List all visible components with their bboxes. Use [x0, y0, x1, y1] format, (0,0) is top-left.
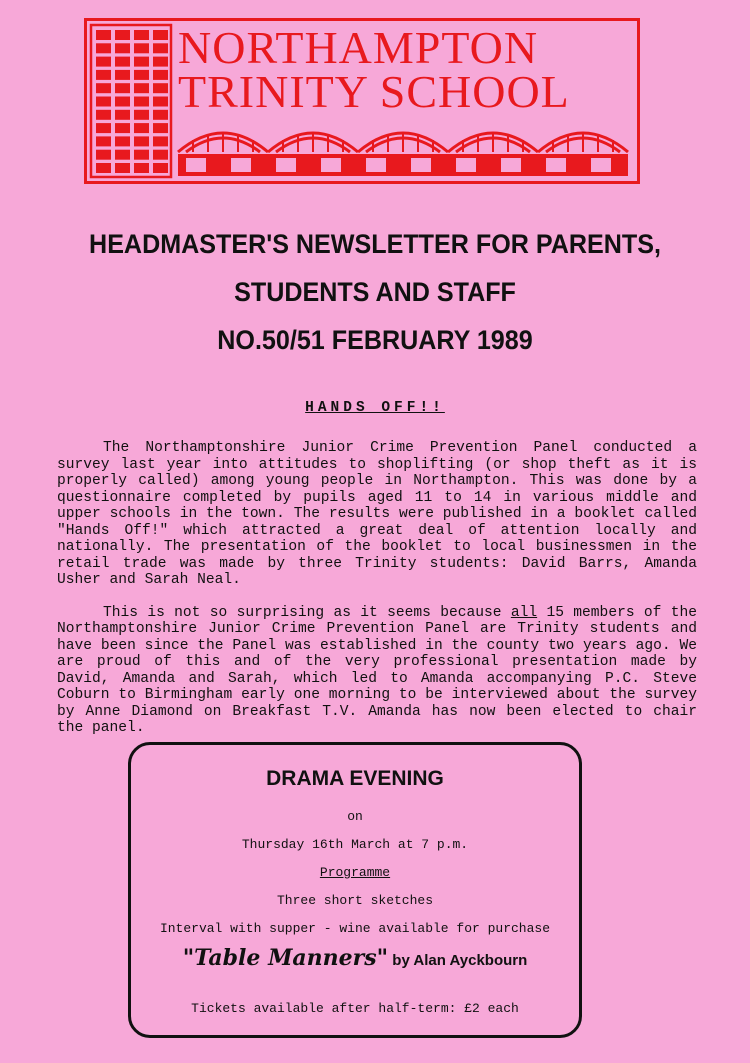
building-window [115, 83, 130, 93]
building-window [115, 30, 130, 40]
building-window [134, 43, 149, 53]
building-window [96, 83, 111, 93]
arches-opening [321, 158, 341, 172]
building-window [96, 70, 111, 80]
building-window [96, 163, 111, 173]
logo-line-1: NORTHAMPTON [178, 22, 539, 73]
building-window [153, 70, 168, 80]
arches-opening [276, 158, 296, 172]
building-window [153, 123, 168, 133]
title-line-3: NO.50/51 FEBRUARY 1989 [217, 325, 533, 355]
programme-item-2: Interval with supper - wine available for purchase [159, 921, 551, 936]
building-window [115, 57, 130, 67]
drama-heading: DRAMA EVENING [266, 767, 444, 790]
building-window [134, 57, 149, 67]
play-title: "Table Manners" [182, 945, 389, 971]
building-window [153, 83, 168, 93]
building-window [115, 123, 130, 133]
play-author: by Alan Ayckbourn [388, 952, 528, 969]
article-paragraph-2 [57, 605, 697, 737]
building-window [96, 110, 111, 120]
building-window [96, 43, 111, 53]
building-window [134, 150, 149, 160]
newsletter-title [26, 220, 724, 364]
paragraph-2-start: This is not so surprising as it seems because [103, 604, 511, 621]
building-window [134, 83, 149, 93]
building-window [96, 150, 111, 160]
building-window [153, 57, 168, 67]
building-window [96, 97, 111, 107]
building-window [115, 70, 130, 80]
building-window [134, 123, 149, 133]
building-window [96, 123, 111, 133]
building-window [153, 163, 168, 173]
building-window [134, 97, 149, 107]
arches-opening [231, 158, 251, 172]
arches-opening [546, 158, 566, 172]
building-window [96, 30, 111, 40]
building-window [153, 30, 168, 40]
arches-icon [174, 118, 636, 180]
building-window [115, 43, 130, 53]
logo-line-2: TRINITY SCHOOL [178, 66, 570, 117]
school-logo [84, 18, 640, 184]
building-window [96, 57, 111, 67]
building-window [153, 43, 168, 53]
building-window [134, 163, 149, 173]
article-heading: HANDS OFF!! [305, 400, 445, 416]
building-window [153, 97, 168, 107]
play-line [131, 945, 579, 971]
arches-opening [411, 158, 431, 172]
arches-opening [501, 158, 521, 172]
paragraph-2-rest: 15 members of the Northamptonshire Junior Crime Prevention Panel are Trinity students and have been since the Panel was established in the county two years ago. We are proud of this and of the very professional presentation made by David, Amanda and Sarah, which led to Amanda accompanying P.C. Steve Coburn to Birmingham early one morning to be interviewed about the survey by Anne Diamond on Breakfast T.V. Amanda has now been elected to chair the panel. [57, 604, 697, 736]
building-window [153, 150, 168, 160]
building-window [115, 163, 130, 173]
building-window [115, 136, 130, 146]
building-window [134, 30, 149, 40]
building-window [134, 70, 149, 80]
arches-opening [186, 158, 206, 172]
building-window [115, 110, 130, 120]
article-paragraph-1: The Northamptonshire Junior Crime Prevention Panel conducted a survey last year into attitudes to shoplifting (or shop theft as it is properly called) among young people in Northampton. This was done by a questionnaire completed by pupils aged 11 to 14 in various middle and upper schools in the town. The results were published in a booklet called "Hands Off!" which attracted a great deal of attention locally and nationally. The presentation of the booklet to local businessmen in the retail trade was made by three Trinity students: David Barrs, Amanda Usher and Sarah Neal. [57, 440, 697, 588]
arches-opening [456, 158, 476, 172]
building-window [134, 110, 149, 120]
drama-evening-box [128, 742, 582, 1038]
arches-opening [366, 158, 386, 172]
drama-on: on [347, 809, 363, 824]
building-window [115, 97, 130, 107]
building-icon [88, 22, 174, 180]
article-body [57, 440, 697, 753]
title-line-2: STUDENTS AND STAFF [234, 277, 516, 307]
building-window [115, 150, 130, 160]
building-window [153, 136, 168, 146]
drama-date: Thursday 16th March at 7 p.m. [241, 837, 469, 852]
arches-opening [591, 158, 611, 172]
paragraph-2-emphasis: all [510, 604, 538, 621]
logo-wordmark [178, 22, 628, 117]
building-window [153, 110, 168, 120]
title-line-1: HEADMASTER'S NEWSLETTER FOR PARENTS, [89, 229, 661, 259]
programme-item-1: Three short sketches [276, 893, 434, 908]
programme-label: Programme [319, 865, 391, 880]
building-window [96, 136, 111, 146]
building-window [134, 136, 149, 146]
tickets-info: Tickets available after half-term: £2 each [191, 1001, 519, 1016]
